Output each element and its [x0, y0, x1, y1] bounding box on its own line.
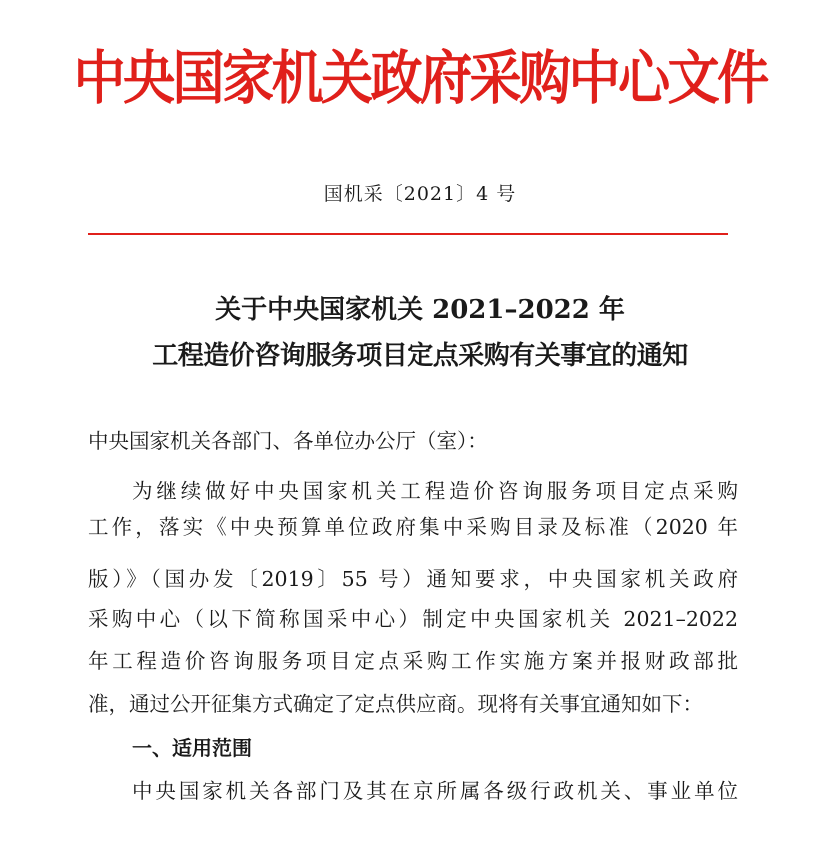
section-heading: 一、适用范围	[132, 736, 252, 760]
salutation: 中央国家机关各部门、各单位办公厅（室）：	[88, 429, 488, 453]
paragraph-line: 中央国家机关各部门及其在京所属各级行政机关、事业单位	[132, 779, 738, 803]
paragraph-line: 准，通过公开征集方式确定了定点供应商。现将有关事宜通知如下：	[88, 692, 703, 716]
paragraph-line: 为继续做好中央国家机关工程造价咨询服务项目定点采购	[132, 479, 738, 503]
paragraph-line: 采购中心（以下简称国采中心）制定中央国家机关 2021–2022	[88, 607, 738, 631]
agency-header: 中央国家机关政府采购中心文件	[73, 44, 767, 112]
paragraph-line: 工作，落实《中央预算单位政府集中采购目录及标准（2020 年	[88, 515, 738, 539]
paragraph-line: 年工程造价咨询服务项目定点采购工作实施方案并报财政部批	[88, 649, 738, 673]
document-number: 国机采〔2021〕4 号	[323, 183, 517, 205]
red-separator-line	[88, 233, 728, 235]
document-title-line-1: 关于中央国家机关 2021–2022 年	[215, 295, 625, 325]
document-title-line-2: 工程造价咨询服务项目定点采购有关事宜的通知	[152, 341, 688, 371]
paragraph-line: 版）》（国办发〔2019〕55 号）通知要求，中央国家机关政府	[88, 567, 738, 591]
